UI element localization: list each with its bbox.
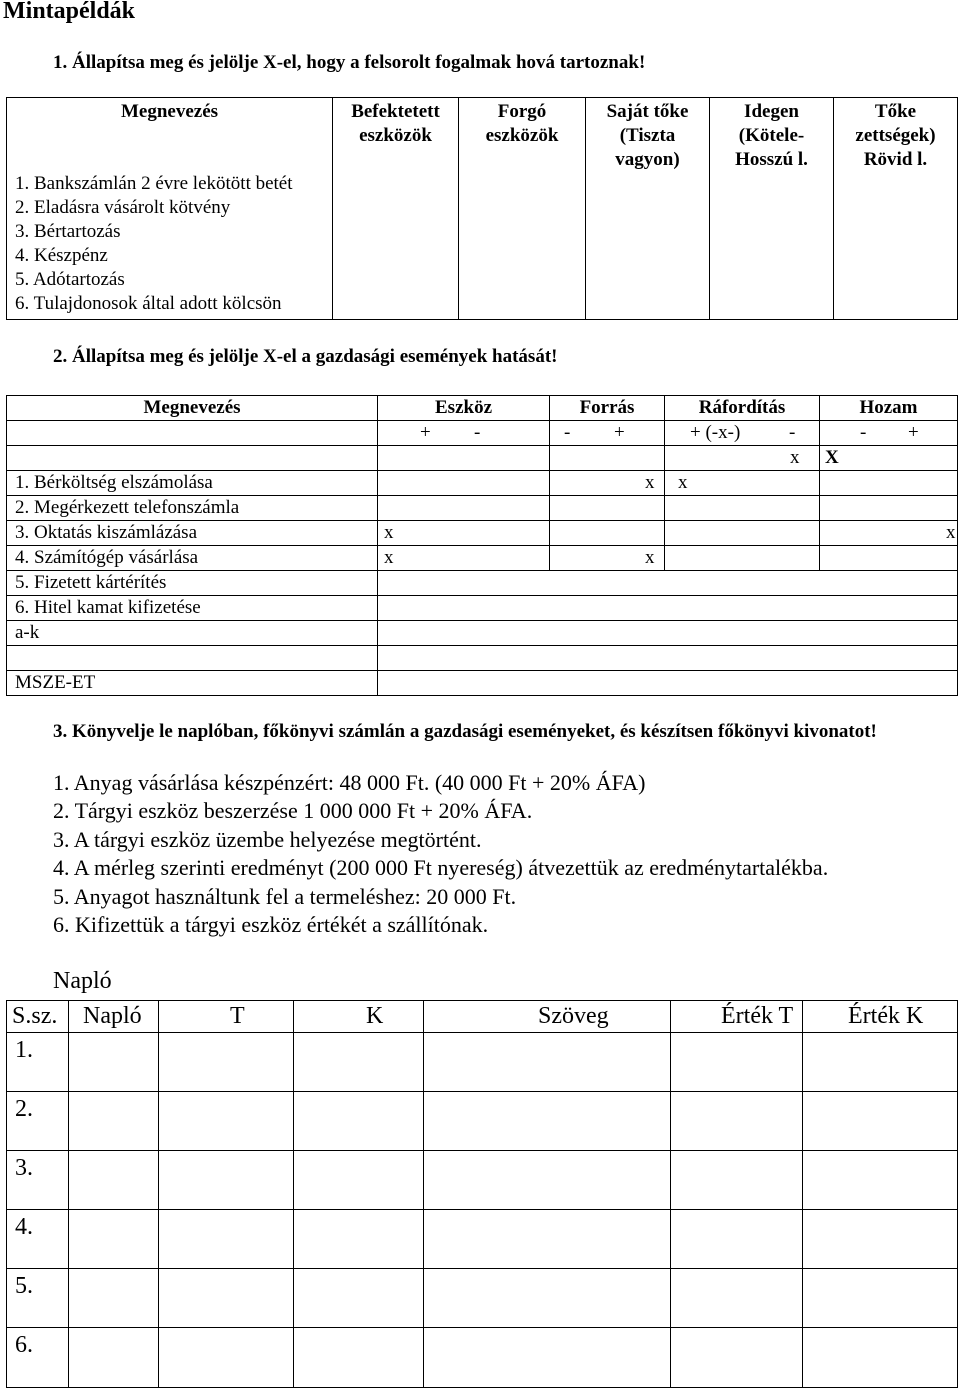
- table-row: [7, 1269, 958, 1328]
- task-item: 5. Anyagot használtunk fel a termeléshez: 20 000 Ft.: [53, 884, 517, 909]
- expense-signs: + (-x-) -: [665, 421, 820, 446]
- journal-cell: [803, 1151, 958, 1210]
- journal-cell: [803, 1210, 958, 1269]
- journal-cell: [803, 1328, 958, 1388]
- journal-cell: [424, 1210, 671, 1269]
- event-name: 1. Bérköltség elszámolása: [7, 471, 378, 496]
- journal-cell: [671, 1210, 803, 1269]
- journal-cell: [159, 1033, 294, 1092]
- page-title: Mintapéldák: [3, 0, 136, 24]
- journal-cell: [294, 1151, 424, 1210]
- journal-cell: [424, 1033, 671, 1092]
- table-row: [7, 1328, 958, 1388]
- col-header-journal: Napló: [69, 1001, 159, 1033]
- task-item: 3. A tárgyi eszköz üzembe helyezése megtörtént.: [53, 827, 482, 852]
- task-item: 1. Anyag vásárlása készpénzért: 48 000 Ft. (40 000 Ft + 20% ÁFA): [53, 770, 646, 795]
- example-mark: X: [825, 447, 839, 468]
- asset-signs: + -: [378, 421, 550, 446]
- items-list: [7, 172, 332, 316]
- list-item: 1. Bankszámlán 2 évre lekötött betét: [15, 173, 293, 194]
- journal-title: Napló: [53, 968, 112, 994]
- journal-cell: [424, 1269, 671, 1328]
- concept-classification-table: [6, 97, 958, 320]
- col-header-fixed-assets: Befektetett eszközök: [333, 98, 459, 320]
- journal-cell: [294, 1033, 424, 1092]
- journal-cell: [69, 1033, 159, 1092]
- asset-mark: x: [384, 547, 394, 568]
- col-header-value-debit: Érték T: [671, 1001, 803, 1033]
- row-number: 2.: [7, 1092, 69, 1151]
- journal-cell: [671, 1328, 803, 1388]
- event-name: MSZE-ET: [7, 671, 378, 696]
- task-item: 4. A mérleg szerinti eredményt (200 000 Ft nyereség) átvezettük az eredménytartalékba.: [53, 855, 829, 880]
- row-number: 5.: [7, 1269, 69, 1328]
- source-signs: - +: [550, 421, 665, 446]
- journal-cell: [803, 1269, 958, 1328]
- journal-cell: [159, 1328, 294, 1388]
- expense-mark: x: [678, 472, 688, 493]
- row-number: 3.: [7, 1151, 69, 1210]
- journal-cell: [424, 1092, 671, 1151]
- col-header-equity: Saját tőke (Tiszta vagyon): [586, 98, 710, 320]
- task-item: 2. Tárgyi eszköz beszerzése 1 000 000 Ft + 20% ÁFA.: [53, 798, 533, 823]
- row-number: 1.: [7, 1033, 69, 1092]
- task-item: 6. Kifizettük a tárgyi eszköz értékét a szállítónak.: [53, 912, 489, 937]
- table-row: [7, 1210, 958, 1269]
- list-item: 4. Készpénz: [15, 245, 108, 266]
- event-name: 3. Oktatás kiszámlázása: [7, 521, 378, 546]
- col-header-name: Megnevezés: [120, 101, 219, 122]
- col-header-credit: K: [294, 1001, 424, 1033]
- economic-events-table: [6, 395, 958, 696]
- journal-table: [6, 1000, 958, 1388]
- journal-cell: [69, 1092, 159, 1151]
- journal-cell: [424, 1328, 671, 1388]
- section1-heading: 1. Állapítsa meg és jelölje X-el, hogy a felsorolt fogalmak hová tartoznak!: [53, 52, 646, 73]
- journal-cell: [294, 1328, 424, 1388]
- col-header-text: Szöveg: [424, 1001, 671, 1033]
- section3-heading: 3. Könyvelje le naplóban, főkönyvi számlán a gazdasági eseményeket, és készítsen főkönyvi kivonatot!: [53, 721, 877, 742]
- journal-cell: [671, 1151, 803, 1210]
- journal-cell: [294, 1092, 424, 1151]
- event-name: 6. Hitel kamat kifizetése: [7, 596, 378, 621]
- journal-cell: [159, 1092, 294, 1151]
- col-header-current-assets: Forgó eszközök: [459, 98, 586, 320]
- col-header-asset: Eszköz: [378, 396, 550, 421]
- table-row: [7, 496, 958, 521]
- journal-cell: [803, 1033, 958, 1092]
- journal-cell: [294, 1210, 424, 1269]
- journal-cell: [803, 1092, 958, 1151]
- event-name: [7, 646, 378, 671]
- table-row: [7, 546, 958, 571]
- col-header-value-credit: Érték K: [803, 1001, 958, 1033]
- col-header-liabilities-long: Idegen (Kötele- Hosszú l.: [710, 98, 834, 320]
- list-item: 5. Adótartozás: [15, 269, 125, 290]
- table-row: [7, 571, 958, 596]
- source-mark: x: [645, 547, 655, 568]
- table-row: [7, 1092, 958, 1151]
- journal-cell: [69, 1269, 159, 1328]
- list-item: 3. Bértartozás: [15, 221, 121, 242]
- table-row: [7, 671, 958, 696]
- journal-cell: [69, 1210, 159, 1269]
- event-name: 4. Számítógép vásárlása: [7, 546, 378, 571]
- list-item: 6. Tulajdonosok által adott kölcsön: [15, 293, 282, 314]
- journal-cell: [671, 1092, 803, 1151]
- journal-cell: [671, 1033, 803, 1092]
- table-row: [7, 521, 958, 546]
- journal-cell: [69, 1151, 159, 1210]
- journal-cell: [159, 1210, 294, 1269]
- col-header-revenue: Hozam: [820, 396, 958, 421]
- journal-cell: [159, 1269, 294, 1328]
- table-row: [7, 621, 958, 646]
- event-name: 5. Fizetett kártérítés: [7, 571, 378, 596]
- col-header-name: Megnevezés: [7, 396, 378, 421]
- col-header-source: Forrás: [550, 396, 665, 421]
- revenue-mark: x: [946, 522, 956, 543]
- revenue-signs: - +: [820, 421, 958, 446]
- journal-cell: [424, 1151, 671, 1210]
- items-cell: [7, 98, 333, 320]
- list-item: 2. Eladásra vásárolt kötvény: [15, 197, 231, 218]
- table-row: [7, 1151, 958, 1210]
- row-number: 4.: [7, 1210, 69, 1269]
- table-row: [7, 1033, 958, 1092]
- journal-cell: [69, 1328, 159, 1388]
- col-header-expense: Ráfordítás: [665, 396, 820, 421]
- journal-cell: [671, 1269, 803, 1328]
- col-header-liabilities-short: Tőke zettségek) Rövid l.: [834, 98, 958, 320]
- col-header-sequence: S.sz.: [7, 1001, 69, 1033]
- source-mark: x: [645, 472, 655, 493]
- example-mark: x: [790, 447, 800, 468]
- event-name: a-k: [7, 621, 378, 646]
- table-row: [7, 471, 958, 496]
- table-row: [7, 596, 958, 621]
- row-number: 6.: [7, 1328, 69, 1388]
- table-row: [7, 646, 958, 671]
- journal-cell: [159, 1151, 294, 1210]
- col-header-debit: T: [159, 1001, 294, 1033]
- asset-mark: x: [384, 522, 394, 543]
- event-name: 2. Megérkezett telefonszámla: [7, 496, 378, 521]
- journal-cell: [294, 1269, 424, 1328]
- section2-heading: 2. Állapítsa meg és jelölje X-el a gazdasági események hatását!: [53, 346, 558, 367]
